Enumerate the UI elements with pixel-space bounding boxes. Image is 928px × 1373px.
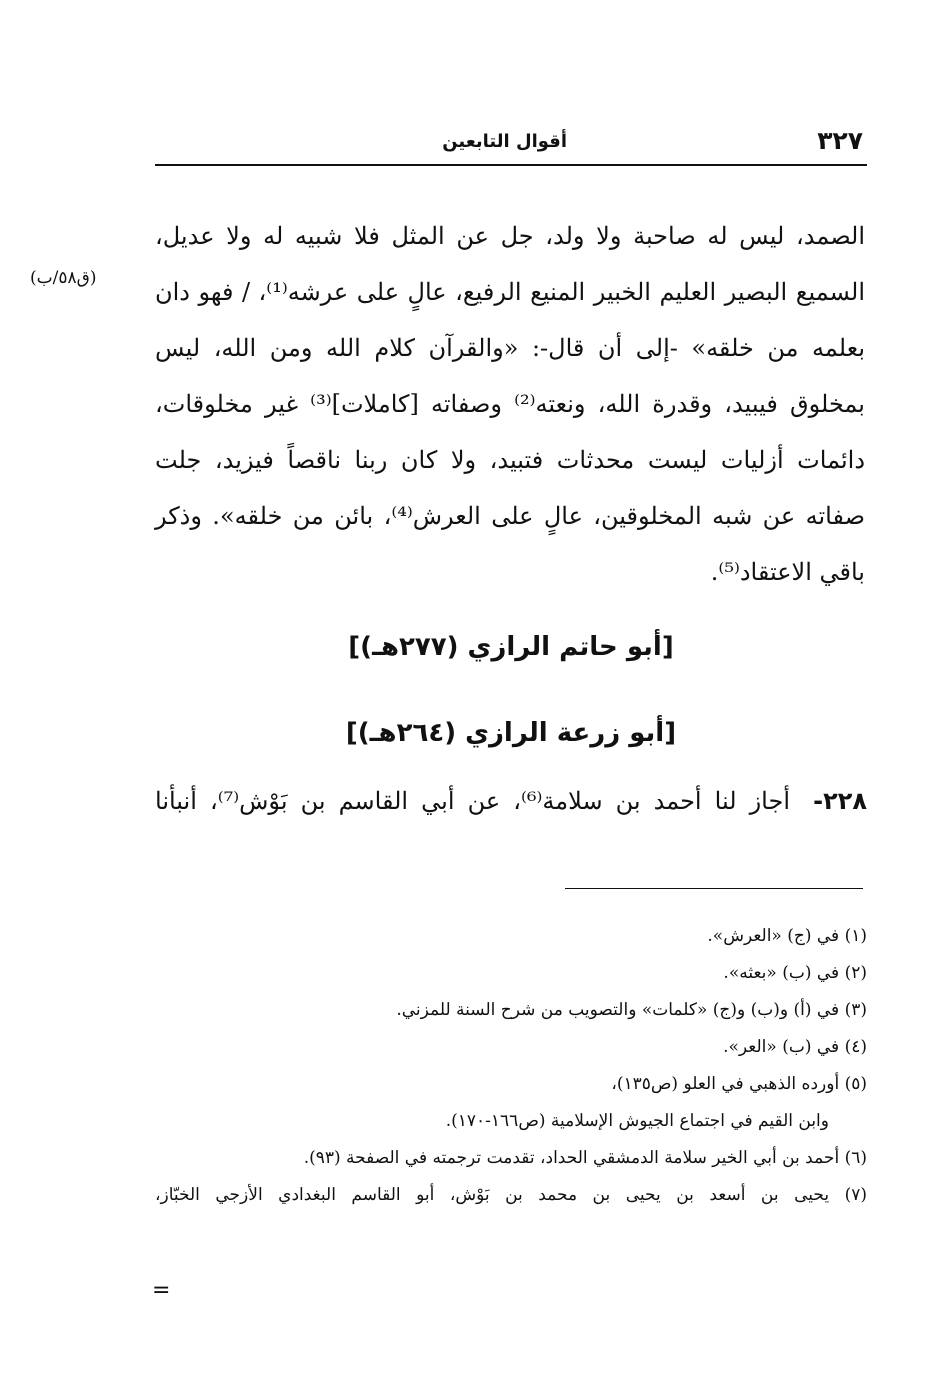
running-header bbox=[155, 120, 867, 164]
section-heading-abu-zurah: [أبو زرعة الرازي (٢٦٤هـ)] bbox=[345, 718, 677, 748]
footnotes bbox=[155, 918, 867, 1214]
continuation-mark: = bbox=[152, 1278, 171, 1303]
text-line: صفاته عن شبه المخلوقين، عالٍ على العرش⁽⁴⁾، بائن من خلقه». وذكر bbox=[155, 502, 865, 530]
footnote: (٢) في (ب) «بعثه». bbox=[723, 963, 867, 983]
footnote: (٣) في (أ) و(ب) و(ج) «كلمات» والتصويب من شرح السنة للمزني. bbox=[396, 1000, 867, 1020]
page-number: ٣٢٧ bbox=[817, 126, 863, 155]
narration-entry bbox=[155, 787, 867, 815]
text-line: السميع البصير العليم الخبير المنيع الرفيع، عالٍ على عرشه⁽¹⁾، / فهو دان bbox=[155, 278, 865, 306]
text-line: دائمات أزليات ليست محدثات فتبيد، ولا كان ربنا ناقصاً فيزيد، جلت bbox=[155, 446, 866, 474]
footnote: (٦) أحمد بن أبي الخير سلامة الدمشقي الحداد، تقدمت ترجمته في الصفحة (٩٣). bbox=[303, 1148, 867, 1168]
section-heading-abu-hatim: [أبو حاتم الرازي (٢٧٧هـ)] bbox=[348, 632, 674, 662]
footnote-divider bbox=[565, 888, 863, 889]
text-line: بمخلوق فيبيد، وقدرة الله، ونعته⁽²⁾ وصفاته [كاملات]⁽³⁾ غير مخلوقات، bbox=[155, 390, 865, 418]
footnote: (٤) في (ب) «العر». bbox=[723, 1037, 867, 1057]
entry-text: أجاز لنا أحمد بن سلامة⁽⁶⁾، عن أبي القاسم بن بَوْش⁽⁷⁾، أنبأنا bbox=[155, 787, 791, 815]
text-line: الصمد، ليس له صاحبة ولا ولد، جل عن المثل فلا شبيه له ولا عديل، bbox=[155, 222, 865, 250]
manuscript-folio-note: (ق٥٨/ب) bbox=[30, 268, 97, 288]
footnote: (٧) يحيى بن أسعد بن يحيى بن محمد بن بَوْش، أبو القاسم البغدادي الأزجي الخبّاز، bbox=[155, 1185, 867, 1205]
entry-number: ٢٢٨- bbox=[813, 787, 868, 815]
header-divider bbox=[155, 164, 867, 166]
footnote-continuation: وابن القيم في اجتماع الجيوش الإسلامية (ص١٦٦-١٧٠). bbox=[445, 1111, 829, 1131]
main-paragraph bbox=[155, 208, 865, 600]
text-line: بعلمه من خلقه» -إلى أن قال-: «والقرآن كلام الله ومن الله، ليس bbox=[155, 334, 865, 362]
footnote: (٥) أورده الذهبي في العلو (ص١٣٥)، bbox=[611, 1074, 867, 1094]
text-line: باقي الاعتقاد⁽⁵⁾. bbox=[710, 558, 865, 586]
footnote: (١) في (ج) «العرش». bbox=[707, 926, 867, 946]
chapter-title: أقوال التابعين bbox=[442, 131, 567, 152]
